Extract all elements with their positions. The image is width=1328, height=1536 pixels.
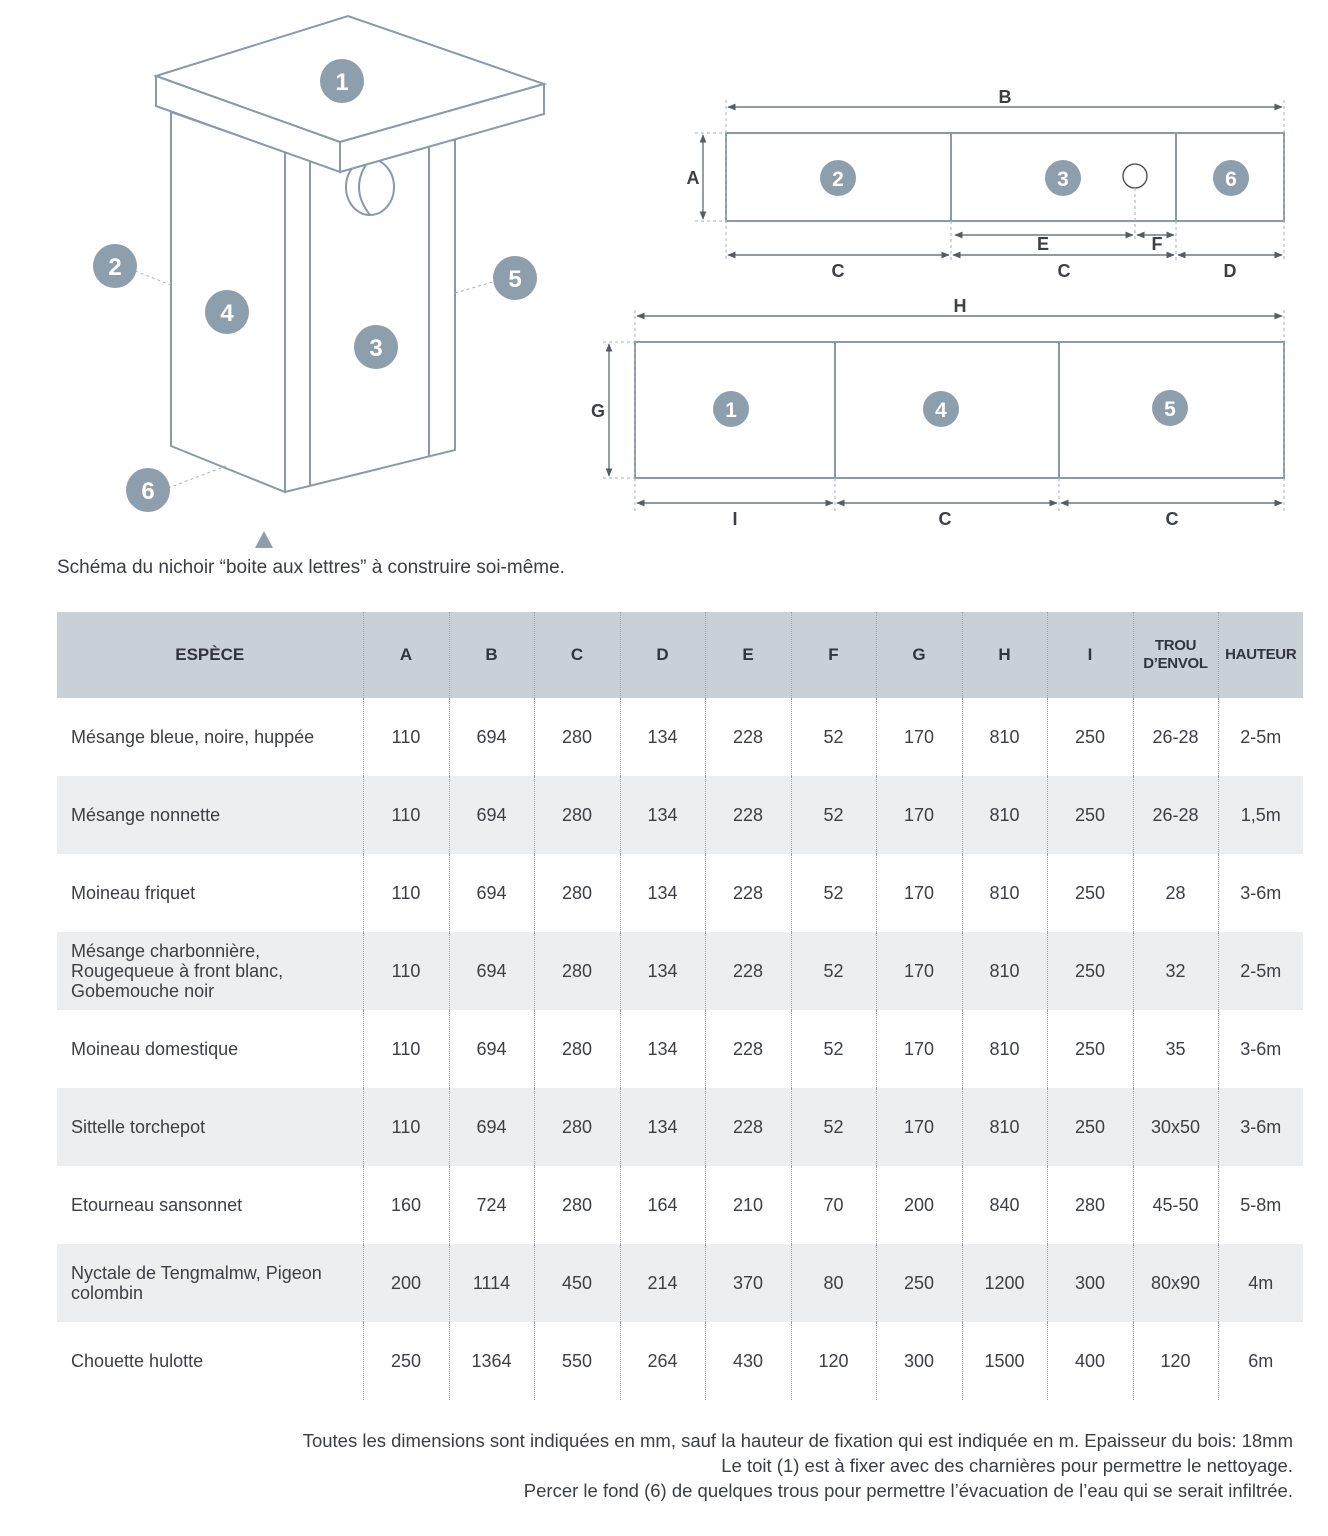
col-header-h: H bbox=[962, 612, 1047, 698]
trou-envol-cell: 80x90 bbox=[1133, 1244, 1218, 1322]
f-cell: 52 bbox=[791, 854, 876, 932]
trou-envol-cell: 120 bbox=[1133, 1322, 1218, 1400]
g-cell: 170 bbox=[876, 776, 962, 854]
f-cell: 52 bbox=[791, 1010, 876, 1088]
trou-envol-cell: 26-28 bbox=[1133, 698, 1218, 776]
badge-label: 3 bbox=[369, 335, 383, 362]
b-cell: 1114 bbox=[449, 1244, 534, 1322]
col-header-a: A bbox=[363, 612, 449, 698]
c-cell: 280 bbox=[534, 854, 620, 932]
hauteur-cell: 2-5m bbox=[1218, 698, 1303, 776]
f-cell: 80 bbox=[791, 1244, 876, 1322]
d-cell: 164 bbox=[620, 1166, 705, 1244]
d-cell: 134 bbox=[620, 854, 705, 932]
c-cell: 550 bbox=[534, 1322, 620, 1400]
e-cell: 228 bbox=[705, 932, 791, 1010]
h-cell: 810 bbox=[962, 932, 1047, 1010]
trou-envol-cell: 35 bbox=[1133, 1010, 1218, 1088]
table-row bbox=[57, 1166, 1303, 1244]
c-cell: 280 bbox=[534, 1166, 620, 1244]
col-header-b: B bbox=[449, 612, 534, 698]
species-cell: Moineau domestique bbox=[71, 1039, 239, 1059]
i-cell: 400 bbox=[1047, 1322, 1133, 1400]
hauteur-cell: 6m bbox=[1218, 1322, 1303, 1400]
dim-label-E: E bbox=[1036, 234, 1050, 254]
i-cell: 280 bbox=[1047, 1166, 1133, 1244]
a-cell: 110 bbox=[363, 698, 449, 776]
caption-marker-icon bbox=[255, 531, 273, 548]
trou-envol-cell: 30x50 bbox=[1133, 1088, 1218, 1166]
col-header-e: E bbox=[705, 612, 791, 698]
table-header-row bbox=[57, 612, 1303, 698]
dim-label-D: D bbox=[1223, 261, 1237, 281]
e-cell: 228 bbox=[705, 776, 791, 854]
i-cell: 250 bbox=[1047, 698, 1133, 776]
d-cell: 134 bbox=[620, 1088, 705, 1166]
h-cell: 810 bbox=[962, 854, 1047, 932]
b-cell: 694 bbox=[449, 698, 534, 776]
badge-label: 4 bbox=[935, 399, 947, 422]
i-cell: 250 bbox=[1047, 854, 1133, 932]
g-cell: 170 bbox=[876, 698, 962, 776]
e-cell: 228 bbox=[705, 1010, 791, 1088]
b-cell: 694 bbox=[449, 776, 534, 854]
c-cell: 450 bbox=[534, 1244, 620, 1322]
dim-label-H: H bbox=[953, 296, 967, 316]
trou-envol-cell: 26-28 bbox=[1133, 776, 1218, 854]
species-cell: Sittelle torchepot bbox=[57, 1088, 363, 1166]
e-cell: 228 bbox=[705, 1088, 791, 1166]
col-header-hauteur: HAUTEUR bbox=[1218, 612, 1303, 698]
trou-envol-cell: 28 bbox=[1133, 854, 1218, 932]
i-cell: 300 bbox=[1047, 1244, 1133, 1322]
species-cell: Etourneau sansonnet bbox=[71, 1195, 243, 1215]
species-cell: Nyctale de Tengmalmw, Pigeon colombin bbox=[57, 1244, 363, 1322]
hauteur-cell: 4m bbox=[1218, 1244, 1303, 1322]
table-row bbox=[57, 932, 1303, 1010]
badge-label: 4 bbox=[220, 300, 234, 327]
d-cell: 134 bbox=[620, 1010, 705, 1088]
a-cell: 110 bbox=[363, 1010, 449, 1088]
e-cell: 210 bbox=[705, 1166, 791, 1244]
badge-label: 1 bbox=[335, 69, 349, 96]
f-cell: 52 bbox=[791, 776, 876, 854]
h-cell: 810 bbox=[962, 776, 1047, 854]
g-cell: 200 bbox=[876, 1166, 962, 1244]
a-cell: 110 bbox=[363, 932, 449, 1010]
g-cell: 170 bbox=[876, 1088, 962, 1166]
h-cell: 810 bbox=[962, 698, 1047, 776]
b-cell: 694 bbox=[449, 932, 534, 1010]
hauteur-cell: 3-6m bbox=[1218, 854, 1303, 932]
b-cell: 694 bbox=[449, 1088, 534, 1166]
species-cell: Mésange bleue, noire, huppée bbox=[71, 727, 315, 747]
species-cell: Moineau friquet bbox=[71, 883, 196, 903]
a-cell: 200 bbox=[363, 1244, 449, 1322]
badge-label: 2 bbox=[108, 254, 122, 281]
col-header-trou-envol: TROU D’ENVOL bbox=[1133, 612, 1218, 698]
f-cell: 52 bbox=[791, 932, 876, 1010]
dim-label-A: A bbox=[686, 168, 700, 188]
g-cell: 250 bbox=[876, 1244, 962, 1322]
dim-label-I: I bbox=[732, 509, 738, 529]
d-cell: 134 bbox=[620, 776, 705, 854]
species-cell: Chouette hulotte bbox=[71, 1351, 204, 1371]
h-cell: 840 bbox=[962, 1166, 1047, 1244]
col-header-i: I bbox=[1047, 612, 1133, 698]
col-header-c: C bbox=[534, 612, 620, 698]
b-cell: 694 bbox=[449, 854, 534, 932]
c-cell: 280 bbox=[534, 1010, 620, 1088]
i-cell: 250 bbox=[1047, 932, 1133, 1010]
h-cell: 1200 bbox=[962, 1244, 1047, 1322]
b-cell: 694 bbox=[449, 1010, 534, 1088]
col-header-f: F bbox=[791, 612, 876, 698]
c-cell: 280 bbox=[534, 776, 620, 854]
dimensions-table bbox=[57, 612, 1303, 1400]
table-row bbox=[57, 854, 1303, 932]
dim-label-G: G bbox=[590, 401, 606, 421]
dim-label-C: C bbox=[831, 261, 845, 281]
badge-label: 6 bbox=[1225, 168, 1237, 191]
i-cell: 250 bbox=[1047, 776, 1133, 854]
cutting-plan-top bbox=[687, 87, 1285, 281]
badge-label: 5 bbox=[1164, 398, 1176, 421]
footnotes bbox=[303, 1428, 1293, 1503]
b-cell: 1364 bbox=[449, 1322, 534, 1400]
h-cell: 810 bbox=[962, 1088, 1047, 1166]
table-row bbox=[57, 1244, 1303, 1322]
badge-label: 3 bbox=[1057, 168, 1069, 191]
a-cell: 110 bbox=[363, 776, 449, 854]
d-cell: 214 bbox=[620, 1244, 705, 1322]
f-cell: 70 bbox=[791, 1166, 876, 1244]
a-cell: 160 bbox=[363, 1166, 449, 1244]
footnote-dimensions: Toutes les dimensions sont indiquées en mm, sauf la hauteur de fixation qui est indiquée en m. Epaisseur du bois: 18mm bbox=[302, 1430, 1293, 1451]
f-cell: 120 bbox=[791, 1322, 876, 1400]
dim-label-C: C bbox=[1057, 261, 1071, 281]
species-cell: Mésange charbonnière, Rougequeue à front blanc, Gobemouche noir bbox=[57, 932, 363, 1010]
footnote-roof: Le toit (1) est à fixer avec des charnières pour permettre le nettoyage. bbox=[721, 1455, 1293, 1476]
d-cell: 134 bbox=[620, 698, 705, 776]
table-row bbox=[57, 698, 1303, 776]
hauteur-cell: 3-6m bbox=[1218, 1010, 1303, 1088]
footnote-drainage: Percer le fond (6) de quelques trous pour permettre l’évacuation de l’eau qui se serait infiltrée. bbox=[523, 1480, 1293, 1501]
a-cell: 250 bbox=[363, 1322, 449, 1400]
col-header-g: G bbox=[876, 612, 962, 698]
e-cell: 228 bbox=[705, 698, 791, 776]
dim-label-B: B bbox=[998, 87, 1012, 107]
badge-label: 6 bbox=[141, 478, 155, 505]
e-cell: 370 bbox=[705, 1244, 791, 1322]
hauteur-cell: 2-5m bbox=[1218, 932, 1303, 1010]
d-cell: 264 bbox=[620, 1322, 705, 1400]
d-cell: 134 bbox=[620, 932, 705, 1010]
table-row bbox=[57, 776, 1303, 854]
badge-label: 1 bbox=[725, 399, 737, 422]
badge-label: 2 bbox=[832, 168, 844, 191]
nest-box-3d bbox=[93, 16, 544, 548]
g-cell: 170 bbox=[876, 1010, 962, 1088]
species-cell: Mésange nonnette bbox=[57, 776, 363, 854]
hauteur-cell: 1,5m bbox=[1218, 776, 1303, 854]
f-cell: 52 bbox=[791, 698, 876, 776]
b-cell: 724 bbox=[449, 1166, 534, 1244]
i-cell: 250 bbox=[1047, 1088, 1133, 1166]
h-cell: 810 bbox=[962, 1010, 1047, 1088]
f-cell: 52 bbox=[791, 1088, 876, 1166]
c-cell: 280 bbox=[534, 698, 620, 776]
table-row bbox=[57, 1088, 1303, 1166]
a-cell: 110 bbox=[363, 1088, 449, 1166]
a-cell: 110 bbox=[363, 854, 449, 932]
e-cell: 430 bbox=[705, 1322, 791, 1400]
col-header-d: D bbox=[620, 612, 705, 698]
trou-envol-cell: 45-50 bbox=[1133, 1166, 1218, 1244]
dim-label-C: C bbox=[938, 509, 952, 529]
e-cell: 228 bbox=[705, 854, 791, 932]
table-row bbox=[57, 1010, 1303, 1088]
hauteur-cell: 5-8m bbox=[1218, 1166, 1303, 1244]
c-cell: 280 bbox=[534, 1088, 620, 1166]
trou-envol-cell: 32 bbox=[1133, 932, 1218, 1010]
g-cell: 170 bbox=[876, 932, 962, 1010]
cutting-plan-bottom bbox=[591, 296, 1284, 529]
dim-label-F: F bbox=[1151, 234, 1163, 254]
col-header-espece: ESPÈCE bbox=[57, 612, 363, 698]
g-cell: 170 bbox=[876, 854, 962, 932]
c-cell: 280 bbox=[534, 932, 620, 1010]
hauteur-cell: 3-6m bbox=[1218, 1088, 1303, 1166]
diagram-caption: Schéma du nichoir “boite aux lettres” à construire soi-même. bbox=[57, 557, 565, 578]
hole-marker-icon bbox=[1123, 164, 1147, 188]
table-row bbox=[57, 1322, 1303, 1400]
badge-label: 5 bbox=[508, 266, 522, 293]
dim-label-C: C bbox=[1165, 509, 1179, 529]
h-cell: 1500 bbox=[962, 1322, 1047, 1400]
g-cell: 300 bbox=[876, 1322, 962, 1400]
nest-box-diagram bbox=[0, 0, 1328, 560]
i-cell: 250 bbox=[1047, 1010, 1133, 1088]
